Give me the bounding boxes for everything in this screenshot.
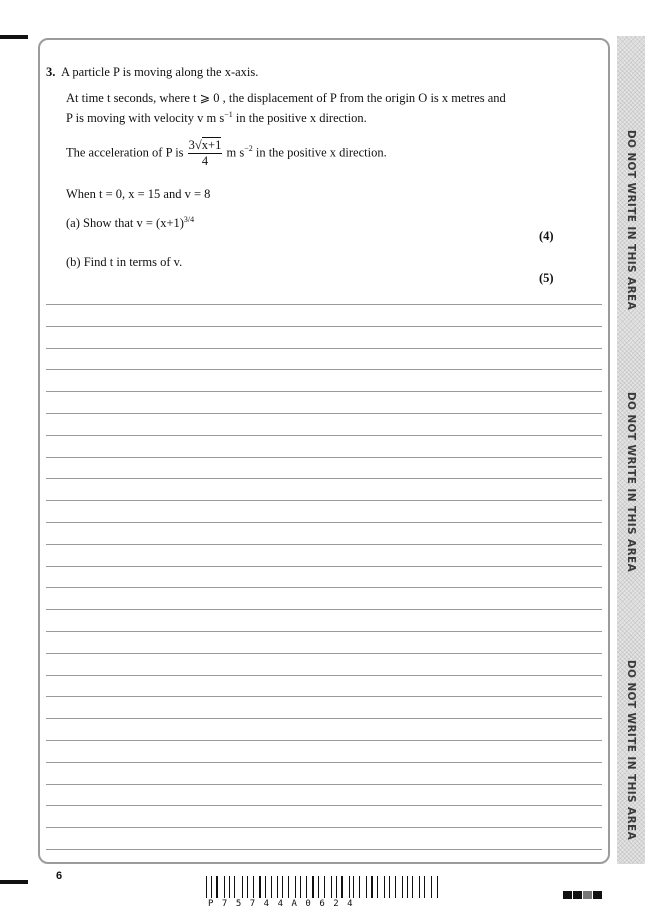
answer-line[interactable] [46,849,602,850]
answer-line[interactable] [46,762,602,763]
part-a-marks: (4) [539,229,554,243]
acceleration-fraction: $\frac{3√x+1}{4}$ [188,138,222,168]
answer-line[interactable] [46,805,602,806]
question-intro: A particle P is moving along the x-axis. [60,65,259,79]
do-not-write-strip [617,36,645,864]
answer-line[interactable] [46,718,602,719]
answer-line[interactable] [46,391,602,392]
initial-conditions: When t = 0, x = 15 and v = 8 [66,187,211,201]
answer-line[interactable] [46,827,602,828]
part-b-marks: (5) [539,271,554,285]
question-number: 3. [46,65,56,79]
answer-line[interactable] [46,522,602,523]
answer-line[interactable] [46,304,602,305]
answer-line[interactable] [46,587,602,588]
answer-line[interactable] [46,348,602,349]
left-registration-mark [0,35,28,39]
part-a: (a) Show that $v = (x+1)^{3/4}$ [66,215,195,231]
barcode-text: P75744A0624 [208,899,362,909]
answer-line[interactable] [46,784,602,785]
answer-line[interactable] [46,500,602,501]
answer-line[interactable] [46,413,602,414]
answer-line[interactable] [46,326,602,327]
answer-line[interactable] [46,631,602,632]
answer-line[interactable] [46,435,602,436]
answer-line[interactable] [46,696,602,697]
side-warning-text: DO NOT WRITE IN THIS AREA [625,391,637,573]
acceleration-line: The acceleration of P is $\frac{3√x+1}{4}$ m $s^{-2}$ in the positive x direction. [66,138,387,168]
side-warning-text: DO NOT WRITE IN THIS AREA [625,129,637,311]
answer-line[interactable] [46,740,602,741]
left-registration-mark [0,880,28,884]
page-indicator-blocks [563,891,602,899]
question-intro-line [46,64,258,80]
barcode [206,876,442,898]
answer-line[interactable] [46,478,602,479]
answer-line[interactable] [46,544,602,545]
answer-line[interactable] [46,675,602,676]
answer-line[interactable] [46,653,602,654]
question-text-line: P is moving with velocity v m $s^{-1}$ in the positive x direction. [66,110,367,126]
answer-line[interactable] [46,457,602,458]
question-text-line: At time t seconds, where t ⩾ 0 , the displacement of P from the origin O is x metres and [66,91,506,105]
page-number: 6 [56,870,63,882]
part-b: (b) Find t in terms of v. [66,255,183,269]
answer-line[interactable] [46,609,602,610]
answer-line[interactable] [46,566,602,567]
answer-line[interactable] [46,369,602,370]
side-warning-text: DO NOT WRITE IN THIS AREA [625,659,637,841]
